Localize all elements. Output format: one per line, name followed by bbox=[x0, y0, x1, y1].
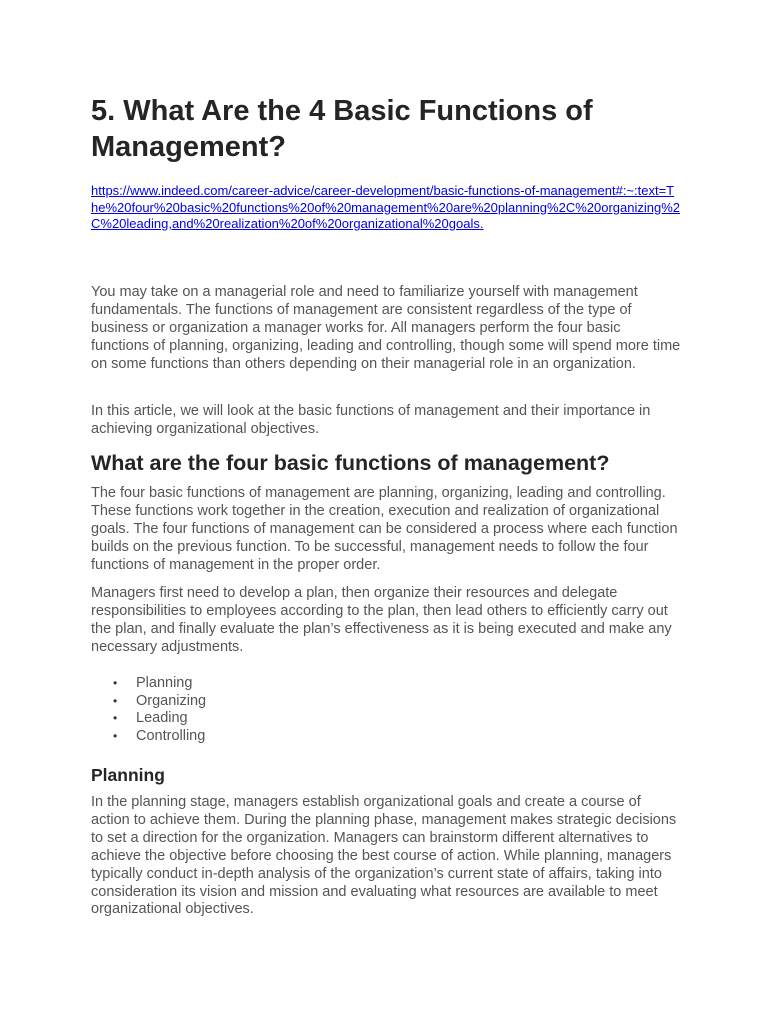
page-title: 5. What Are the 4 Basic Functions of Management? bbox=[91, 95, 593, 163]
planning-heading: Planning bbox=[91, 765, 165, 785]
list-item bbox=[91, 728, 206, 746]
intro-paragraph-2: In this article, we will look at the basic functions of management and their importance in achieving organizational objectives. bbox=[91, 403, 651, 437]
bullet-icon: • bbox=[113, 711, 118, 726]
list-item bbox=[91, 710, 206, 728]
list-item-label: Leading bbox=[136, 710, 188, 727]
bullet-icon: • bbox=[113, 729, 118, 744]
list-item bbox=[91, 675, 206, 693]
source-link[interactable]: https://www.indeed.com/career-advice/career-development/basic-functions-of-management#:~:text=The%20four%20basic%20functions%20of%20management%20are%20planning%2C%20organizing%2C%20leading,and%20realization%20of%20organizational%20goals bbox=[91, 183, 681, 231]
section-paragraph-1: The four basic functions of management are planning, organizing, leading and controlling. These functions work together in the creation, execution and realization of organizational goals. The four functions of management can be considered a process where each function builds on the previous function. To be successful, management needs to follow the four functions of management in the proper order. bbox=[91, 485, 678, 573]
list-item bbox=[91, 693, 206, 711]
section-paragraph-2: Managers first need to develop a plan, then organize their resources and delegate responsibilities to employees according to the plan, then lead others to efficiently carry out the plan, and finally evaluate the plan’s effectiveness as it is being executed and make any necessary adjustments. bbox=[91, 585, 672, 655]
bullet-icon: • bbox=[113, 676, 118, 690]
list-item-label: Controlling bbox=[136, 728, 206, 745]
source-link-trailing: . bbox=[479, 216, 484, 231]
bullet-icon: • bbox=[113, 693, 118, 708]
list-item-label: Planning bbox=[136, 675, 193, 691]
section-heading: What are the four basic functions of management? bbox=[91, 451, 610, 475]
intro-paragraph-1: You may take on a managerial role and need to familiarize yourself with management fundamentals. The functions of management are consistent regardless of the type of business or organization a manager works for. All managers perform the four basic functions of planning, organizing, leading and controlling, though some will spend more time on some functions than others depending on their managerial role in an organization. bbox=[91, 284, 681, 372]
source-link-block bbox=[91, 183, 681, 233]
functions-list bbox=[91, 675, 206, 746]
list-item-label: Organizing bbox=[136, 692, 207, 709]
planning-paragraph: In the planning stage, managers establish organizational goals and create a course of action to achieve them. During the planning phase, management makes strategic decisions to set a direction for the organization. Managers can brainstorm different alternatives to achieve the objective before choosing the best course of action. While planning, managers typically conduct in-depth analysis of the organization’s current state of affairs, taking into consideration its vision and mission and evaluating what resources are available to meet organizational objectives. bbox=[91, 794, 677, 918]
